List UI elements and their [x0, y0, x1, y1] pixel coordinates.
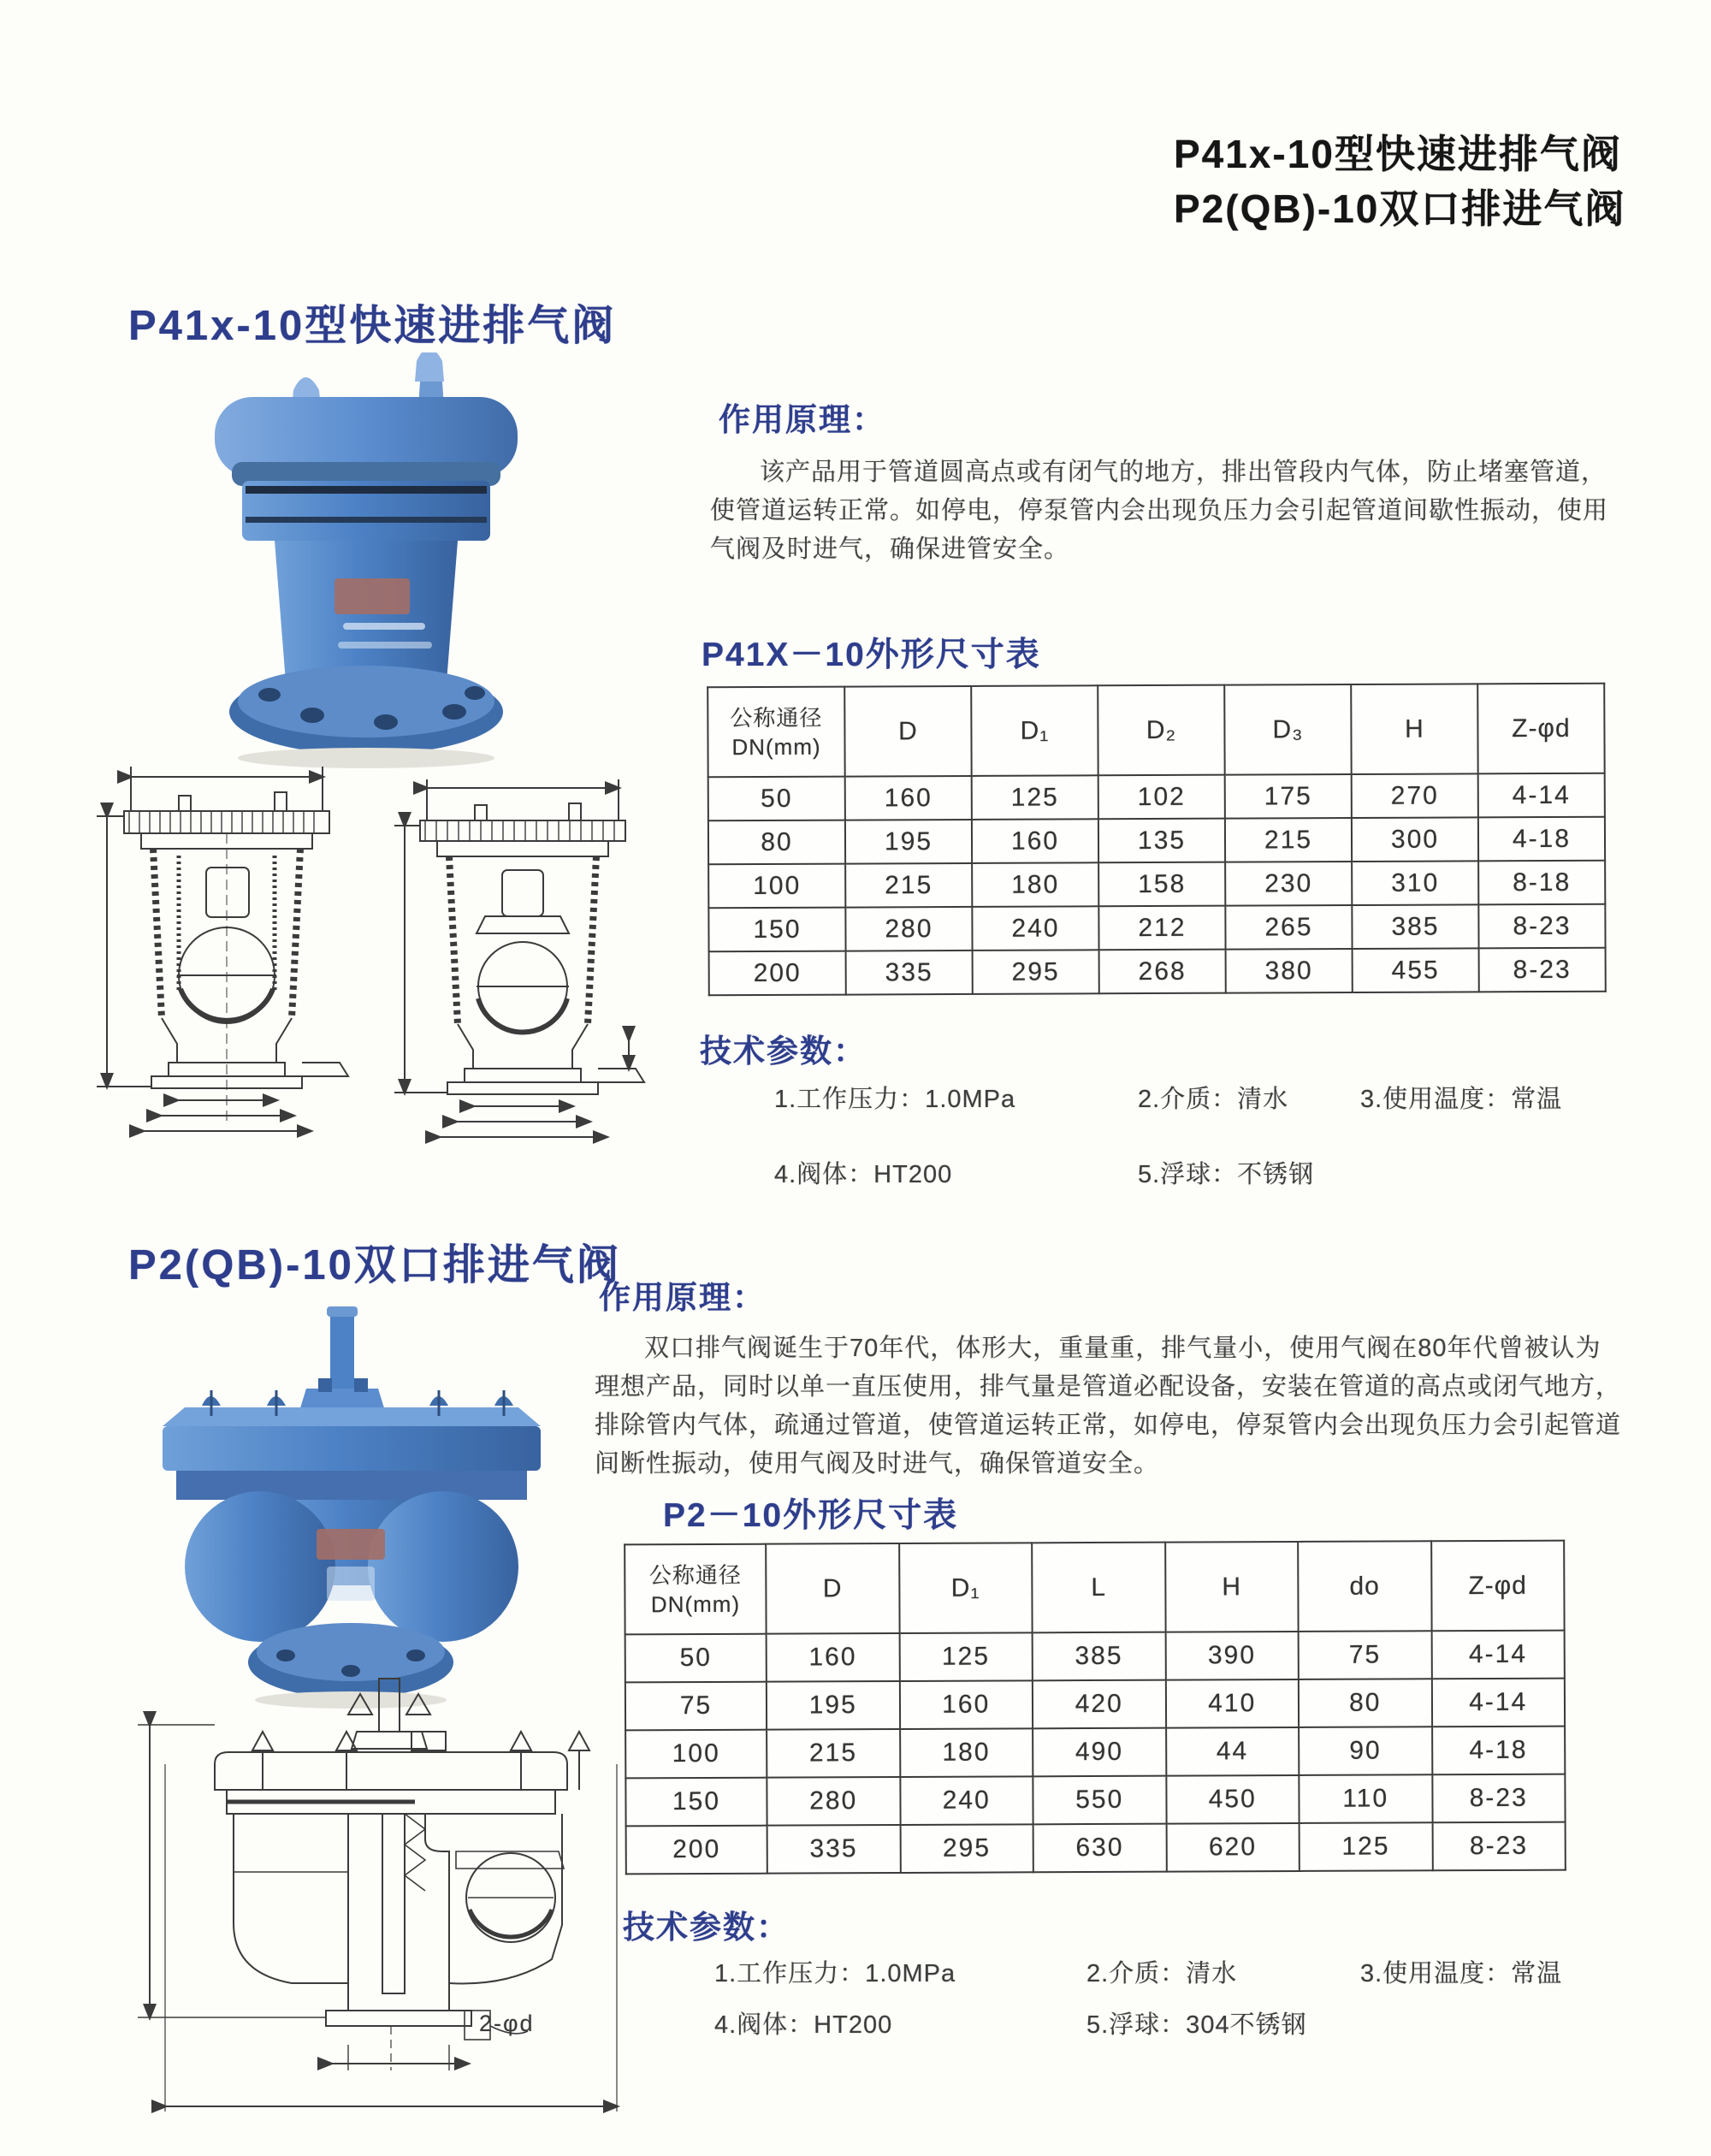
technical-drawing-p2	[124, 1668, 659, 2135]
tech-param-item: 3.使用温度：常温	[1360, 1086, 1563, 1113]
p41x-dimension-table	[707, 683, 1607, 997]
column-header: Z-φd	[1431, 1541, 1565, 1632]
table-cell: 270	[1352, 773, 1478, 818]
table-cell: 200	[626, 1826, 767, 1875]
table-cell: 180	[900, 1728, 1033, 1777]
table-cell: 450	[1166, 1775, 1300, 1824]
table-cell: 455	[1353, 948, 1479, 992]
table-cell: 385	[1033, 1632, 1166, 1681]
tech-param-item: 4.阀体：HT200	[714, 2011, 893, 2039]
column-header: 公称通径 DN(mm)	[707, 687, 844, 778]
drawing-hole-count-label: 2-φd	[479, 2011, 535, 2036]
table-cell: 195	[845, 820, 972, 864]
table-cell: 75	[1299, 1631, 1432, 1679]
document-title-line1: P41x-10型快速进排气阀	[1174, 132, 1622, 176]
technical-drawing-p41x-right	[389, 774, 663, 1151]
tech-param-item: 4.阀体：HT200	[774, 1161, 953, 1188]
table-cell: 44	[1166, 1727, 1300, 1776]
column-header: D₂	[1098, 685, 1224, 776]
table-cell: 100	[625, 1730, 767, 1779]
section1-principle-heading: 作用原理：	[719, 402, 885, 437]
column-header: L	[1032, 1543, 1165, 1633]
table-cell: 230	[1225, 862, 1352, 906]
table-cell: 310	[1352, 861, 1478, 905]
valve-photo-illustration	[192, 352, 540, 773]
table-cell: 335	[767, 1825, 901, 1874]
table-cell: 8-23	[1479, 948, 1606, 992]
table-row	[708, 904, 1605, 952]
table-cell: 90	[1299, 1727, 1432, 1775]
table-cell: 490	[1033, 1728, 1166, 1777]
section1-principle-text: 该产品用于管道圆高点或有闭气的地方，排出管段内气体，防止堵塞管道，使管道运转正常。如停电，停泵管内会出现负压力会引起管道间歇性振动，使用气阀及时进气，确保进管安全。	[710, 459, 1609, 563]
tech-param-item: 5.浮球：不锈钢	[1138, 1161, 1315, 1188]
table-cell: 620	[1166, 1823, 1300, 1872]
column-header: D₃	[1224, 684, 1351, 775]
column-header: Z-φd	[1477, 684, 1604, 774]
table-cell: 4-14	[1478, 773, 1605, 818]
table-row	[708, 861, 1605, 909]
section2-tech-heading: 技术参数：	[623, 1910, 790, 1945]
p2-dimension-table	[624, 1540, 1566, 1875]
table-cell: 50	[708, 777, 845, 821]
table-cell: 212	[1098, 906, 1225, 951]
table-cell: 160	[972, 819, 1098, 863]
table-cell: 195	[767, 1681, 900, 1730]
table-row	[708, 773, 1605, 821]
column-header: D₁	[971, 685, 1098, 776]
valve-photo-illustration	[103, 1305, 599, 1711]
table-row	[709, 948, 1606, 996]
table-cell: 240	[900, 1776, 1033, 1825]
table-cell: 4-14	[1431, 1679, 1565, 1727]
table-cell: 125	[899, 1632, 1033, 1681]
table-cell: 102	[1098, 775, 1225, 820]
table-cell: 380	[1226, 949, 1353, 993]
table-cell: 80	[1299, 1679, 1432, 1727]
table-row	[625, 1774, 1565, 1827]
section1-heading: P41x-10型快速进排气阀	[128, 303, 617, 349]
table-cell: 265	[1225, 905, 1352, 950]
column-header: D	[844, 686, 971, 777]
section1-tech-heading: 技术参数：	[700, 1034, 867, 1069]
product-photo-p2	[103, 1305, 599, 1711]
table-cell: 295	[900, 1824, 1033, 1873]
section2-principle-heading: 作用原理：	[599, 1280, 766, 1315]
table-cell: 160	[845, 776, 972, 820]
table-row	[625, 1679, 1565, 1731]
table-row	[625, 1631, 1565, 1683]
table-row	[708, 817, 1605, 865]
table-cell: 215	[845, 863, 972, 908]
table-cell: 135	[1098, 819, 1225, 863]
column-header: D	[766, 1543, 899, 1634]
table-header-row	[625, 1541, 1564, 1635]
document-title-line2: P2(QB)-10双口排进气阀	[1174, 187, 1626, 231]
table-cell: 125	[972, 775, 1098, 820]
table-cell: 630	[1033, 1824, 1167, 1873]
column-header: do	[1298, 1541, 1431, 1632]
table-cell: 75	[625, 1682, 767, 1731]
table-cell: 100	[708, 864, 845, 909]
tech-param-item: 1.工作压力：1.0MPa	[774, 1086, 1016, 1113]
table-cell: 550	[1033, 1776, 1166, 1825]
table-cell: 215	[767, 1729, 900, 1778]
table-cell: 240	[972, 906, 1098, 951]
table-cell: 410	[1165, 1679, 1299, 1728]
tech-param-item: 3.使用温度：常温	[1360, 1960, 1563, 1987]
column-header: H	[1351, 684, 1477, 774]
section2-principle-text: 双口排气阀诞生于70年代，体形大，重量重，排气量小，使用气阀在80年代曾被认为理想产品，同时以单一直压使用，排气量是管道必配设备，安装在管道的高点或闭气地方，排除管内气体，疏通过管道，使管道运转正常，如停电，停泵管内会出现负压力会引起管道间断性振动，使用气阀及时进气，确保管道安全。	[595, 1335, 1622, 1478]
table-cell: 268	[1099, 950, 1226, 994]
document-title-block	[1174, 127, 1625, 236]
table-cell: 4-18	[1478, 817, 1605, 862]
table-header-row	[707, 684, 1604, 778]
table-cell: 200	[709, 951, 846, 996]
table-cell: 280	[767, 1777, 900, 1826]
tech-param-item: 2.介质：清水	[1138, 1086, 1289, 1113]
column-header: 公称通径 DN(mm)	[625, 1544, 766, 1635]
tech-param-item: 5.浮球：304不锈钢	[1086, 2011, 1307, 2039]
table-cell: 180	[972, 862, 1098, 907]
table-cell: 8-23	[1432, 1774, 1566, 1823]
table-cell: 150	[708, 908, 845, 952]
section2-table-title: P2－10外形尺寸表	[663, 1497, 959, 1534]
table-cell: 160	[767, 1633, 900, 1682]
table-cell: 175	[1225, 774, 1352, 819]
table-cell: 8-23	[1478, 904, 1605, 949]
table-row	[626, 1822, 1566, 1875]
tech-param-item: 2.介质：清水	[1086, 1960, 1238, 1987]
table-cell: 215	[1225, 818, 1352, 862]
table-cell: 50	[625, 1634, 767, 1683]
table-cell: 80	[708, 820, 845, 865]
column-header: H	[1165, 1542, 1299, 1632]
table-cell: 8-18	[1478, 861, 1605, 905]
table-cell: 390	[1165, 1632, 1299, 1680]
table-cell: 158	[1098, 862, 1225, 907]
table-cell: 110	[1299, 1774, 1432, 1823]
technical-drawing-p41x-left	[90, 761, 372, 1151]
table-cell: 385	[1352, 904, 1478, 949]
table-cell: 150	[625, 1778, 767, 1827]
tech-param-item: 1.工作压力：1.0MPa	[714, 1960, 956, 1987]
product-photo-p41x	[192, 352, 540, 773]
table-row	[625, 1727, 1565, 1779]
table-cell: 420	[1033, 1680, 1166, 1729]
table-cell: 160	[899, 1680, 1033, 1729]
table-cell: 125	[1300, 1822, 1433, 1871]
column-header: D₁	[899, 1543, 1033, 1633]
table-cell: 4-14	[1431, 1631, 1565, 1679]
section1-table-title: P41X－10外形尺寸表	[702, 637, 1041, 673]
table-cell: 335	[846, 951, 973, 995]
section2-heading: P2(QB)-10双口排进气阀	[128, 1242, 621, 1288]
table-cell: 4-18	[1432, 1727, 1566, 1775]
table-cell: 300	[1352, 817, 1478, 862]
table-cell: 280	[845, 907, 972, 951]
table-cell: 8-23	[1432, 1822, 1566, 1871]
table-cell: 295	[973, 950, 1099, 994]
